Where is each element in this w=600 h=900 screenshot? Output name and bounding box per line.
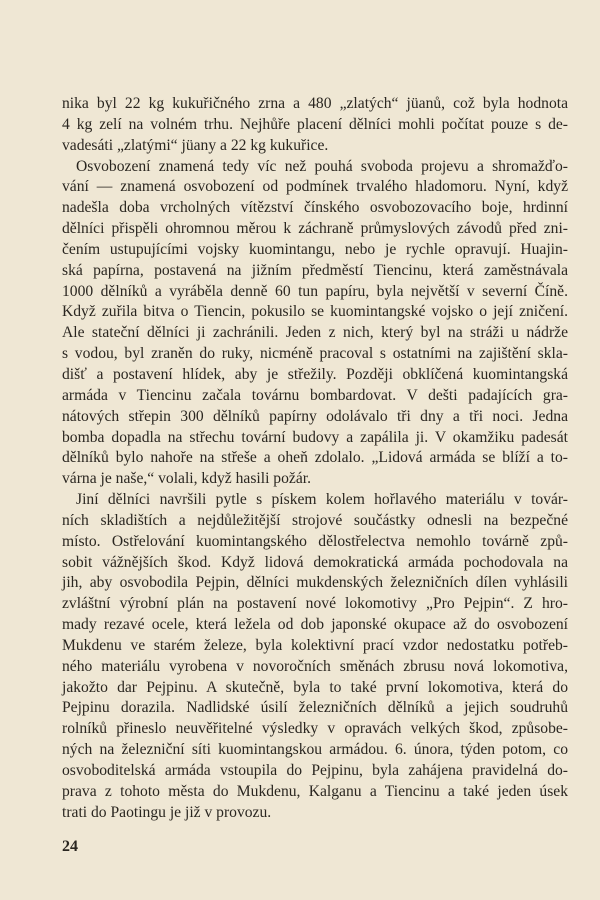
text-line: prava z tohoto města do Mukdenu, Kalganu a Tiencinu a také jeden úsek — [62, 782, 568, 800]
text-line: dišť a postavení hlídek, aby je střežily. Později obklíčená kuomintangská — [62, 365, 568, 383]
text-line: ních skladištích a nejdůležitější strojové součástky odnesli na bezpečné — [62, 511, 568, 529]
text-line: místo. Ostřelování kuomintangského dělostřelectva nemohlo továrně způ- — [62, 532, 568, 550]
text-line: Mukdenu ve starém železe, byla kolektivní prací vzdor nedostatku potřeb- — [62, 636, 568, 654]
text-line: 1000 dělníků a vyráběla denně 60 tun papíru, byla největší v severní Číně. — [62, 282, 568, 300]
text-line: armáda v Tiencinu začala továrnu bombardovat. V dešti padajících gra- — [62, 386, 568, 404]
text-line: nátových střepin 300 dělníků papírny odolávalo tři dny a tři noci. Jedna — [62, 407, 568, 425]
text-line: Ale stateční dělníci ji zachránili. Jeden z nich, který byl na stráži u nádrže — [62, 324, 568, 342]
text-line: trati do Paotingu je již v provozu. — [62, 803, 272, 821]
text-line: mady rezavé ocele, která ležela od dob japonské okupace až do osvobození — [62, 616, 568, 634]
text-line: čením ustupujícími vojsky kuomintangu, nebo je rychle opravují. Huajin- — [62, 240, 568, 258]
text-line: Když zuřila bitva o Tiencin, pokusilo se kuomintangské vojsko o její zničení. — [62, 303, 568, 321]
text-line: jakožto dar Pejpinu. A skutečně, byla to také první lokomotiva, která do — [62, 678, 568, 696]
paragraph — [62, 94, 568, 157]
text-line: rolníků přineslo neuvěřitelné výsledky v opravách velkých škod, způsobe- — [62, 720, 568, 738]
text-line: ného materiálu vyrobena v novoročních směnách zbrusu nová lokomotiva, — [62, 657, 568, 675]
text-line: ská papírna, postavená na jižním předměstí Tiencinu, která zaměstnávala — [62, 261, 568, 279]
text-line: Osvobození znamená tedy víc než pouhá svoboda projevu a shromažďo- — [76, 157, 568, 175]
text-line: jih, aby osvobodila Pejpin, dělníci mukdenských železničních dílen vyhlásili — [62, 574, 568, 592]
text-line: 4 kg zelí na volném trhu. Nejhůře placení dělníci mohli počítat pouze s de- — [62, 115, 568, 133]
paragraph — [62, 490, 568, 824]
page-body — [62, 94, 568, 824]
text-line: Jiní dělníci navršili pytle s pískem kolem hořlavého materiálu v továr- — [76, 491, 568, 509]
paragraph — [62, 157, 568, 491]
page-number: 24 — [62, 838, 78, 855]
text-line: Pejpinu dorazila. Nadlidské úsilí železničních dělníků a jejich soudruhů — [62, 699, 568, 717]
text-line: sobit vážnějších škod. Když lidová demokratická armáda pochodovala na — [62, 553, 568, 571]
text-line: nadešla doba vrcholných vítězství čínského osvobozovacího boje, hrdinní — [62, 199, 568, 217]
text-line: ných na železniční síti kuomintangskou armádou. 6. února, týden potom, co — [62, 741, 568, 759]
text-line: nika byl 22 kg kukuřičného zrna a 480 „zlatých“ jüanů, což byla hodnota — [62, 95, 568, 112]
text-line: dělníků bylo nahoře na střeše a oheň zdolalo. „Lidová armáda se blíží a to- — [62, 449, 568, 467]
text-line: osvoboditelská armáda vstoupila do Pejpinu, byla zahájena pravidelná do- — [62, 762, 568, 779]
text-line: zvláštní výrobní plán na postavení nové lokomotivy „Pro Pejpin“. Z hro- — [62, 595, 568, 613]
text-line: vání — znamená osvobození od podmínek trvalého hladomoru. Nyní, když — [62, 178, 568, 196]
text-line: bomba dopadla na střechu tovární budovy a zapálila ji. V okamžiku padesát — [62, 428, 568, 446]
text-line: várna je naše,“ volali, když hasili požár. — [62, 470, 311, 488]
text-line: dělníci přispěli ohromnou měrou k záchraně průmyslových závodů před zni- — [62, 220, 568, 238]
text-line: vadesáti „zlatými“ jüany a 22 kg kukuřice. — [62, 136, 329, 154]
text-line: s vodou, byl zraněn do ruky, nicméně pracoval s ostatními na zajištění skla- — [62, 345, 568, 363]
